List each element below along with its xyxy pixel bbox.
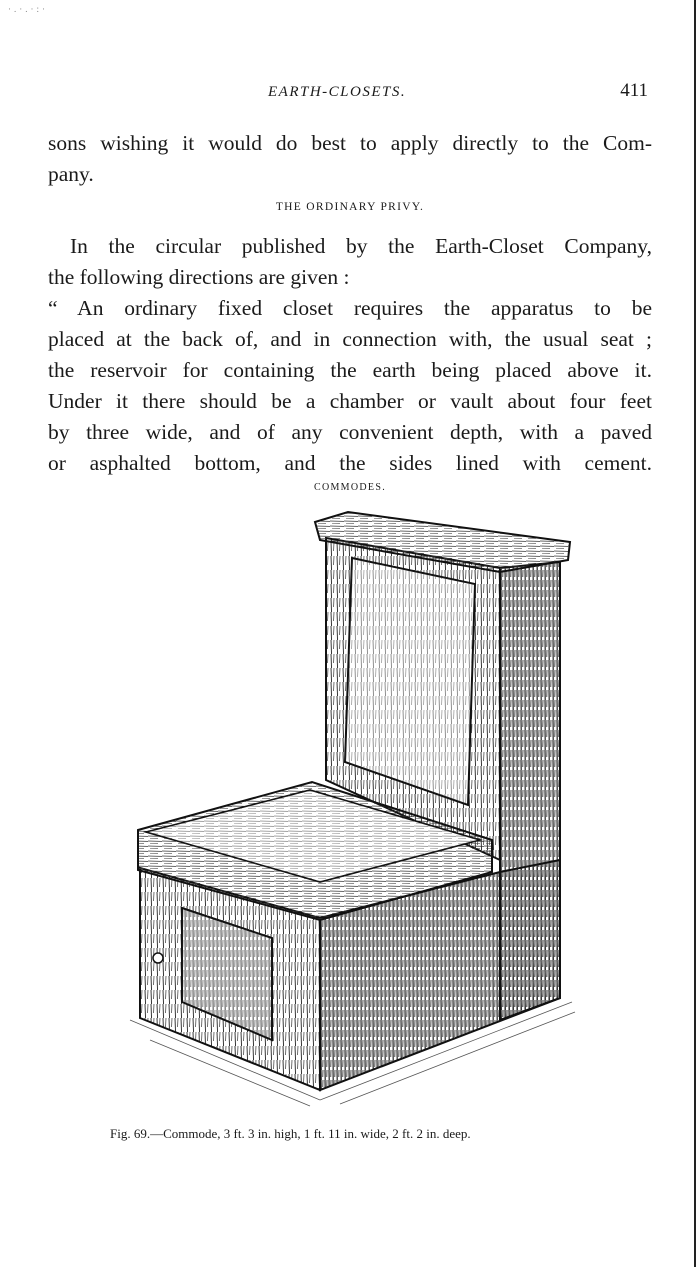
page-header [48, 80, 652, 110]
section-heading: THE ORDINARY PRIVY. [275, 201, 425, 213]
text-line: Under it there should be a chamber or vault about four feet [48, 389, 652, 413]
page-number: 411 [620, 80, 648, 101]
text-line: placed at the back of, and in connection with, the usual seat ; [48, 327, 652, 351]
text-line: sons wishing it would do best to apply directly to the Com- [48, 131, 652, 155]
figure-heading: COMMODES. [314, 482, 386, 493]
page-edge-rule [694, 0, 696, 1267]
commode-engraving [120, 500, 590, 1120]
text-line: or asphalted bottom, and the sides lined with cement. [48, 451, 652, 475]
text-line: pany. [48, 162, 94, 186]
figure-caption: Fig. 69.—Commode, 3 ft. 3 in. high, 1 ft. 11 in. wide, 2 ft. 2 in. deep. [110, 1126, 471, 1141]
text-line: “ An ordinary fixed closet requires the apparatus to be [48, 296, 652, 320]
body-paragraph [48, 231, 652, 479]
scan-speckle: ·.·.·:· [8, 4, 48, 14]
running-head: EARTH-CLOSETS. [268, 84, 407, 100]
text-line: the following directions are given : [48, 265, 350, 289]
text-line: In the circular published by the Earth-Closet Company, [70, 234, 652, 258]
text-line: by three wide, and of any convenient depth, with a paved [48, 420, 652, 444]
intro-paragraph [48, 128, 652, 190]
text-line: the reservoir for containing the earth being placed above it. [48, 358, 652, 382]
